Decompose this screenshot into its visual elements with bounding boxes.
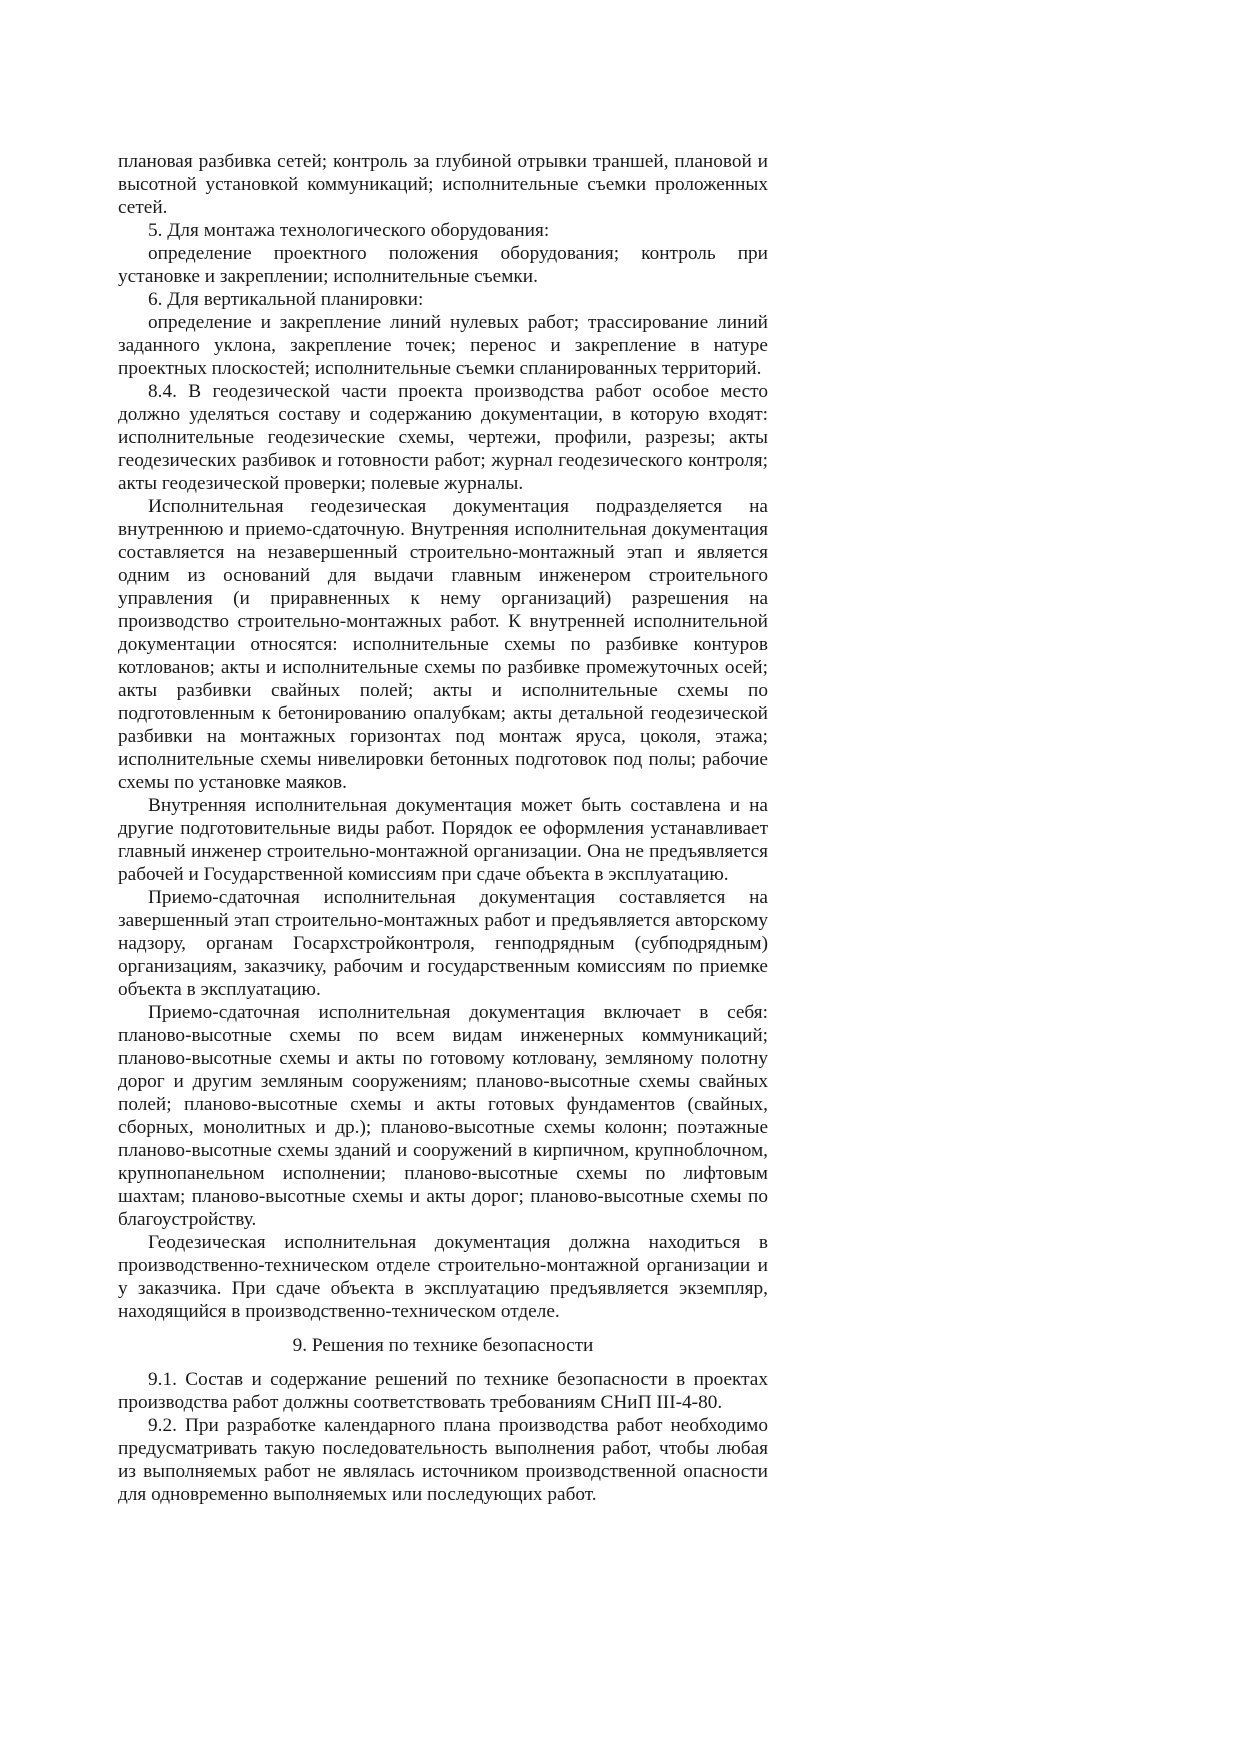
- paragraph-acceptance-docs: Приемо-сдаточная исполнительная документация составляется на завершенный этап строительно-монтажных работ и предъявляется авторскому надзору, органам Госархстройконтроля, генподрядным (субподрядным) организациям, заказчику, рабочим и государственным комиссиям по приемке объекта в эксплуатацию.: [118, 887, 768, 1000]
- paragraph-internal-docs: Исполнительная геодезическая документация подразделяется на внутреннюю и приемо-сдаточную. Внутренняя исполнительная документация составляется на незавершенный строительно-монтажный этап и является одним из оснований для выдачи главным инженером строительного управления (и приравненных к нему организаций) разрешения на производство строительно-монтажных работ. К внутренней исполнительной документации относятся: исполнительные схемы по разбивке контуров котлованов; акты и исполнительные схемы по разбивке промежуточных осей; акты разбивки свайных полей; акты и исполнительные схемы по подготовленным к бетонированию опалубкам; акты детальной геодезической разбивки на монтажных горизонтах под монтаж яруса, цоколя, этажа; исполнительные схемы нивелировки бетонных подготовок под полы; рабочие схемы по установке маяков.: [118, 496, 768, 793]
- paragraph-internal-docs-other: Внутренняя исполнительная документация может быть составлена и на другие подготовительные виды работ. Порядок ее оформления устанавливает главный инженер строительно-монтажной организации. Она не предъявляется рабочей и Государственной комиссиям при сдаче объекта в эксплуатацию.: [118, 795, 768, 885]
- section-heading: 9. Решения по технике безопасности: [292, 1335, 594, 1356]
- paragraph-docs-storage: Геодезическая исполнительная документация должна находиться в производственно-техническом отделе строительно-монтажной организации и у заказчика. При сдаче объекта в эксплуатацию предъявляется экземпляр, находящийся в производственно-техническом отделе.: [118, 1232, 768, 1322]
- paragraph-utility-networks: плановая разбивка сетей; контроль за глубиной отрывки траншей, плановой и высотной установкой коммуникаций; исполнительные съемки проложенных сетей.: [118, 151, 768, 218]
- paragraph-item-5: 5. Для монтажа технологического оборудования:: [148, 220, 550, 241]
- paragraph-acceptance-contents: Приемо-сдаточная исполнительная документация включает в себя: планово-высотные схемы по всем видам инженерных коммуникаций; планово-высотные схемы и акты по готовому котловану, земляному полотну дорог и другим земляным сооружениям; планово-высотные схемы свайных полей; планово-высотные схемы и акты готовых фундаментов (свайных, сборных, монолитных и др.); планово-высотные схемы колонн; поэтажные планово-высотные схемы зданий и сооружений в кирпичном, крупноблочном, крупнопанельном исполнении; планово-высотные схемы по лифтовым шахтам; планово-высотные схемы и акты дорог; планово-высотные схемы по благоустройству.: [118, 1002, 768, 1230]
- paragraph-equipment-tasks: определение проектного положения оборудования; контроль при установке и закреплении; исполнительные съемки.: [118, 243, 768, 287]
- paragraph-8-4: 8.4. В геодезической части проекта производства работ особое место должно уделяться составу и содержанию документации, в которую входят: исполнительные геодезические схемы, чертежи, профили, разрезы; акты геодезических разбивок и готовности работ; журнал геодезического контроля; акты геодезической проверки; полевые журналы.: [118, 381, 768, 494]
- paragraph-9-1: 9.1. Состав и содержание решений по технике безопасности в проектах производства работ должны соответствовать требованиям СНиП III-4-80.: [118, 1369, 768, 1413]
- document-page: [118, 150, 768, 1506]
- paragraph-grading-tasks: определение и закрепление линий нулевых работ; трассирование линий заданного уклона, закрепление точек; перенос и закрепление в натуре проектных плоскостей; исполнительные съемки спланированных территорий.: [118, 312, 768, 379]
- paragraph-item-6: 6. Для вертикальной планировки:: [148, 289, 424, 310]
- paragraph-9-2: 9.2. При разработке календарного плана производства работ необходимо предусматривать такую последовательность выполнения работ, чтобы любая из выполняемых работ не являлась источником производственной опасности для одновременно выполняемых или последующих работ.: [118, 1415, 768, 1505]
